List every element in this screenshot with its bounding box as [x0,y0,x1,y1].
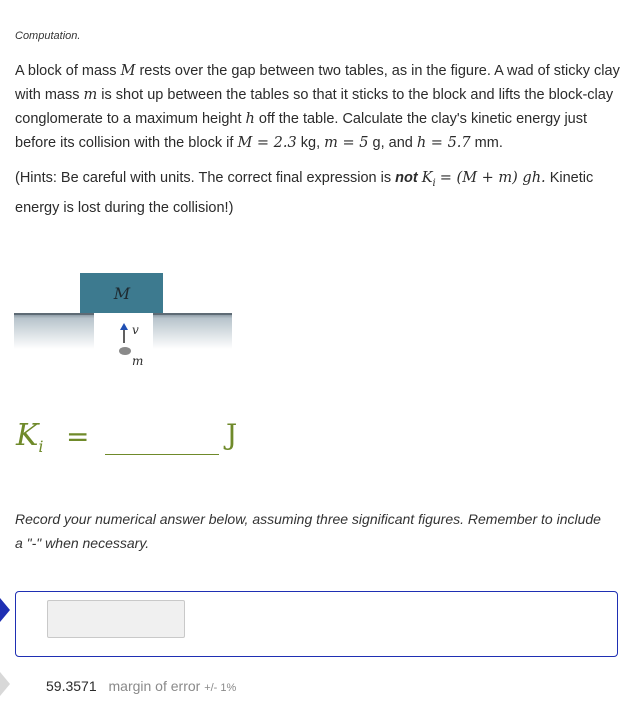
block-label: M [113,284,131,303]
problem-text: A block of mass [15,63,117,79]
answer-unit: J [226,418,238,451]
margin-of-error: margin of error +/- 1% [108,678,237,694]
answer-container [15,591,618,657]
left-table [14,313,94,349]
right-table [153,313,232,349]
mass-m-value: m = 5 [324,135,369,151]
feedback-marker [0,672,10,696]
problem-text: rests over the gap between two tables, as in the figure. A wad of sticky clay with mass [15,63,620,103]
answer-blank [105,454,219,455]
active-question-marker [0,598,10,622]
var-h: h [245,111,255,127]
section-label: Computation. [15,30,81,42]
clay-wad [119,347,131,355]
correct-answer-value: 59.3571 [46,678,97,694]
problem-text: and [388,135,413,151]
height-value: h = 5.7 [416,135,471,151]
mass-M-unit: kg, [300,135,321,151]
height-unit: mm. [474,135,503,151]
hint-text: (Hints: Be careful with units. The correct final expression is not $K_i = (M + m)$ gh. Kinetic energy is lost during the collision!) [15,170,594,216]
problem-text: off the table. Calculate the clay's kinetic energy just before its collision with the block if [15,111,588,151]
clay-label: m [132,354,144,368]
answer-equation [16,418,316,462]
equals-sign: = [66,420,90,453]
answer-input[interactable] [47,600,185,638]
hint-not: not [395,170,418,186]
answer-symbol: $K_i$ [16,418,44,456]
hint-expression: = (M + m) gh. [439,170,546,186]
figure-svg [14,271,232,381]
problem-statement [15,59,620,220]
mass-m-unit: g, [372,135,385,151]
answer-feedback [46,678,236,694]
velocity-arrowhead [120,323,128,330]
problem-text: is shot up between the tables so that it sticks to the block and lifts the block-clay conglomerate to a maximum height [15,87,614,127]
var-m: m [83,87,98,103]
velocity-label: v [132,323,139,337]
block-clay-figure [14,271,232,381]
var-M: M [120,63,136,79]
instructions-text: Record your numerical answer below, assuming three significant figures. Remember to include a "-" when necessary. [15,511,601,551]
mass-M-value: M = 2.3 [237,135,297,151]
